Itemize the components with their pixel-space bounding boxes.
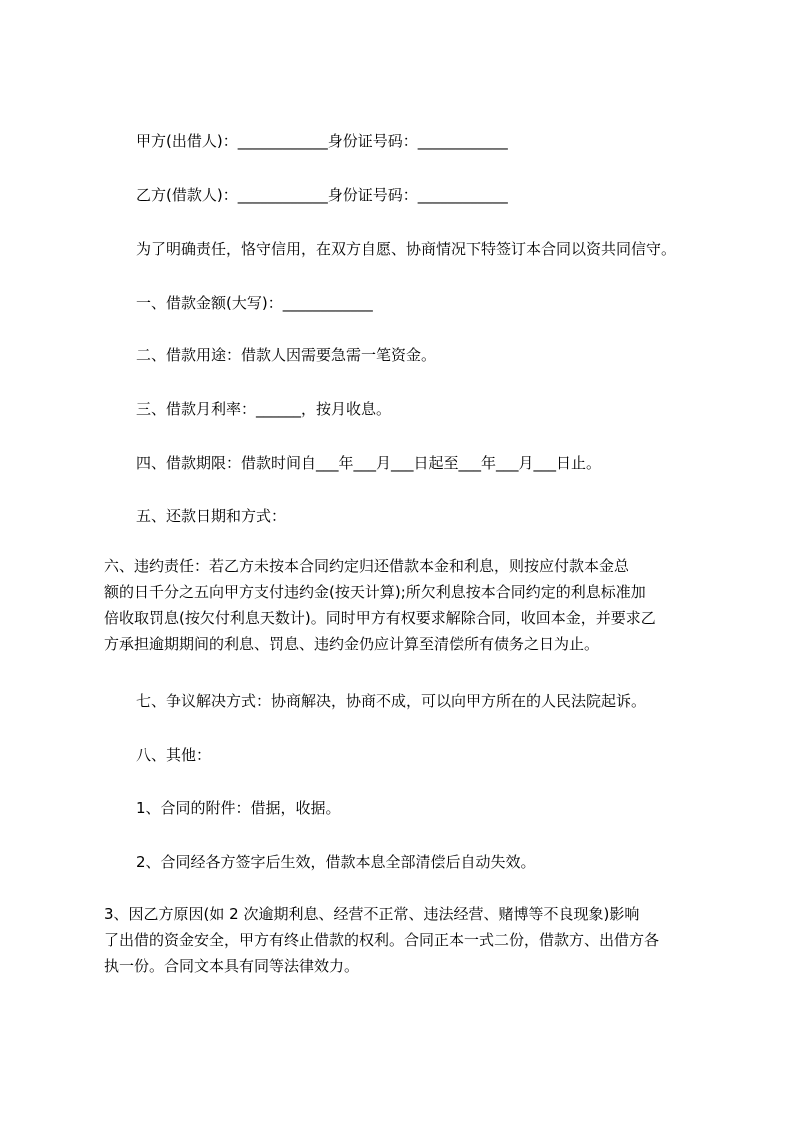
party-b-line: 乙方(借款人)：____________身份证号码：____________ [136,186,508,204]
clause-8-other: 八、其他： [136,746,212,764]
clause-6-breach [104,553,704,657]
clause-6-line: 额的日千分之五向甲方支付违约金(按天计算);所欠利息按本合同约定的利息标准加 [104,583,646,601]
clause-8-1-attachments: 1、合同的附件：借据，收据。 [136,799,341,817]
clause-6-line: 方承担逾期期间的利息、罚息、违约金仍应计算至清偿所有债务之日为止。 [104,635,600,653]
clause-6-line: 六、违约责任：若乙方未按本合同约定归还借款本金和利息，则按应付款本金总 [104,557,630,575]
clause-8-3-line: 了出借的资金安全，甲方有终止借款的权利。合同正本一式二份，借款方、出借方各 [104,931,660,949]
clause-8-3-line: 3、因乙方原因(如 2 次逾期利息、经营不正常、违法经营、赌博等不良现象)影响 [104,905,640,923]
clause-7-dispute: 七、争议解决方式：协商解决，协商不成，可以向甲方所在的人民法院起诉。 [136,692,647,710]
clause-5-repayment: 五、还款日期和方式： [136,507,287,525]
clause-4-term: 四、借款期限：借款时间自___年___月___日起至___年___月___日止。 [136,454,602,472]
clause-1-amount: 一、借款金额(大写)：____________ [136,294,373,312]
clause-6-line: 倍收取罚息(按欠付利息天数计)。同时甲方有权要求解除合同，收回本金，并要求乙 [104,609,656,627]
clause-8-2-effective: 2、合同经各方签字后生效，借款本息全部清偿后自动失效。 [136,853,536,871]
party-a-line: 甲方(出借人)：____________身份证号码：____________ [136,132,508,150]
clause-8-3-termination [104,901,704,979]
clause-3-rate: 三、借款月利率：______，按月收息。 [136,400,392,418]
intro-text: 为了明确责任，恪守信用，在双方自愿、协商情况下特签订本合同以资共同信守。 [136,240,677,258]
clause-2-purpose: 二、借款用途：借款人因需要急需一笔资金。 [136,346,437,364]
clause-8-3-line: 执一份。合同文本具有同等法律效力。 [104,957,360,975]
